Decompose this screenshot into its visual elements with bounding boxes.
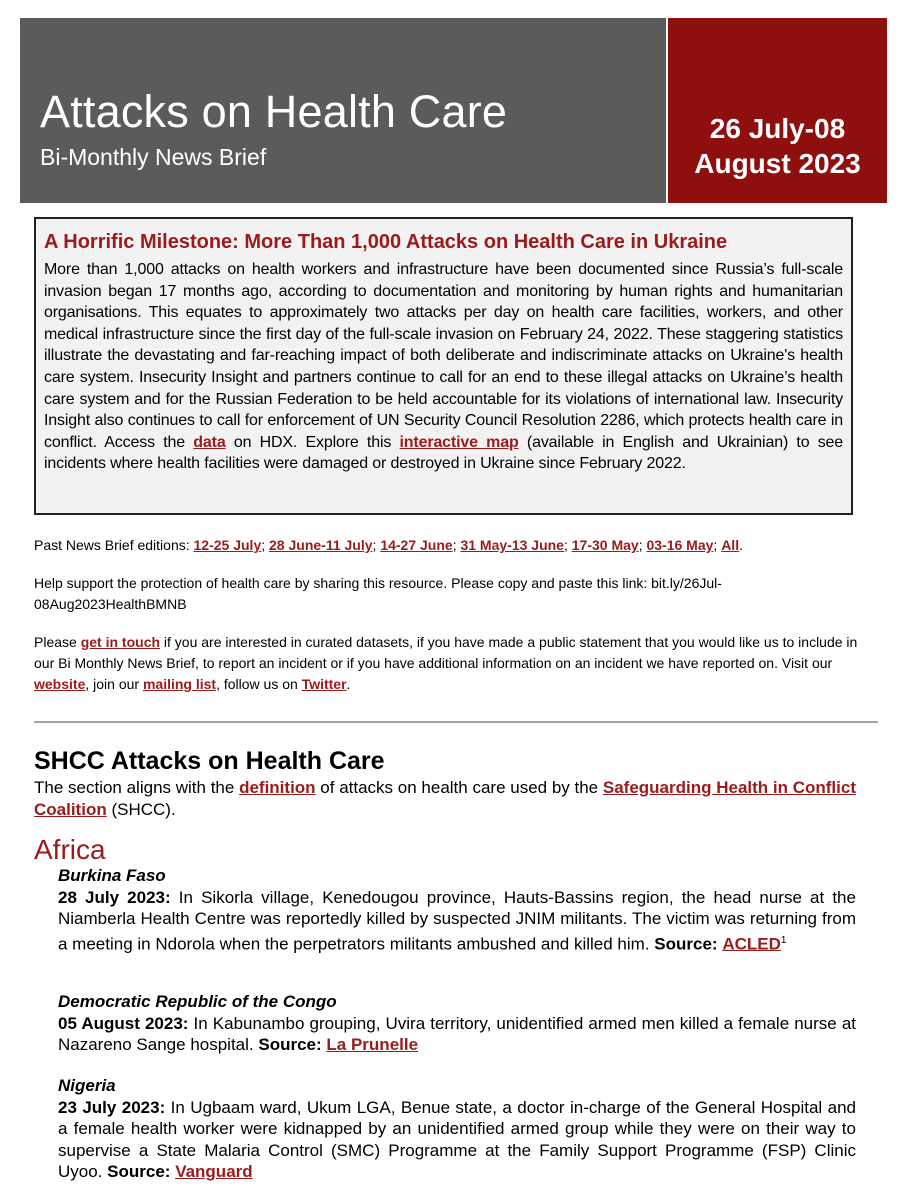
featured-headline: A Horrific Milestone: More Than 1,000 Attacks on Health Care in Ukraine [44,231,728,253]
incident-entry: 05 August 2023: In Kabunambo grouping, Uvira territory, unidentified armed men killed a female nurse at Nazareno Sange hospital. Source: La Prunelle [58,1014,857,1055]
featured-body: More than 1,000 attacks on health workers and infrastructure have been documented since Russia’s full-scale invasion began 17 months ago, according to documentation and monitoring by human rights and humanitarian organisations. This equates to approximately two attacks per day on health care facilities, workers, and other medical infrastructure since the first day of the full-scale invasion on February 24, 2022. These staggering statistics illustrate the devastating and far-reaching impact of both deliberate and indiscriminate attacks on Ukraine's health care system. Insecurity Insight and partners continue to call for an end to these illegal attacks on Ukraine’s health care system and for the Russian Federation to be held accountable for its violations of international law. Insecurity Insight also continues to call for enforcement of UN Security Council Resolution 2286, which protects health care in conflict. Access the data on HDX. Explore this interactive map (available in English and Ukrainian) to see incidents where health facilities were damaged or destroyed in Ukraine since February 2022. [44,261,844,473]
shcc-link[interactable]: Safeguarding Health in Conflict Coalition [34,778,856,819]
source-link[interactable]: ACLED [722,934,781,954]
edition-link[interactable]: 03-16 May [646,537,714,553]
incident-entry: 23 July 2023: In Ugbaam ward, Ukum LGA, Benue state, a doctor in-charge of the General Hospital and a female health worker were kidnapped by an unidentified armed group while they were on their way to supervise a State Malaria Control (SMC) Programme at the Family Support Programme (FSP) Clinic Uyoo. Source: Vanguard [58,1098,856,1182]
twitter-link[interactable]: Twitter [301,676,347,692]
contact-paragraph: Please get in touch if you are interested in curated datasets, if you have made a public statement that you would like us to include in our Bi Monthly News Brief, to report an incident or if you have additional information on an incident we have reported on. Visit our website, join our mailing list, follow us on Twitter. [34,634,858,692]
country-heading: Burkina Faso [58,866,166,885]
brief-title: Attacks on Health Care [40,86,508,137]
interactive-map-link[interactable]: interactive map [399,433,519,451]
past-editions: Past News Brief editions: 12-25 July; 28 June-11 July; 14-27 June; 31 May-13 June; 17-30 May; 03-16 May; All. [34,537,743,553]
get-in-touch-link[interactable]: get in touch [80,634,161,650]
edition-link-all[interactable]: All [721,537,740,553]
country-heading: Democratic Republic of the Congo [58,992,337,1011]
header-banner [20,18,666,203]
region-heading: Africa [34,834,106,865]
source-link[interactable]: La Prunelle [326,1035,419,1055]
section-divider [34,721,878,723]
edition-link[interactable]: 17-30 May [571,537,639,553]
website-link[interactable]: website [34,676,86,692]
edition-link[interactable]: 28 June-11 July [269,537,373,553]
date-banner [668,18,887,203]
section-title: SHCC Attacks on Health Care [34,747,385,775]
edition-link[interactable]: 31 May-13 June [460,537,564,553]
section-intro: The section aligns with the definition of attacks on health care used by the Safeguarding Health in Conflict Coalition (SHCC). [34,778,856,819]
source-link[interactable]: Vanguard [175,1162,253,1182]
data-link[interactable]: data [193,433,226,451]
featured-story-box [34,217,853,515]
edition-link[interactable]: 12-25 July [193,537,262,553]
share-paragraph: Help support the protection of health care by sharing this resource. Please copy and paste this link: bit.ly/26Jul-08Aug2023HealthBMNB [34,575,722,612]
mailing-list-link[interactable]: mailing list [142,676,217,692]
country-heading: Nigeria [58,1076,116,1095]
date-range-line-2: August 2023 [694,148,861,179]
brief-subtitle: Bi-Monthly News Brief [40,144,267,170]
date-range-line-1: 26 July-08 [709,113,846,144]
incident-entry: 28 July 2023: In Sikorla village, Kenedougou province, Hauts-Bassins region, the head nurse at the Niamberla Health Centre was reportedly killed by suspected JNIM militants. The victim was returning from a meeting in Ndorola when the perpetrators militants ambushed and killed him. Source: ACLED$^1$ [58,888,856,954]
footnote-marker: 1 [780,934,787,946]
definition-link[interactable]: definition [239,778,316,797]
edition-link[interactable]: 14-27 June [380,537,453,553]
